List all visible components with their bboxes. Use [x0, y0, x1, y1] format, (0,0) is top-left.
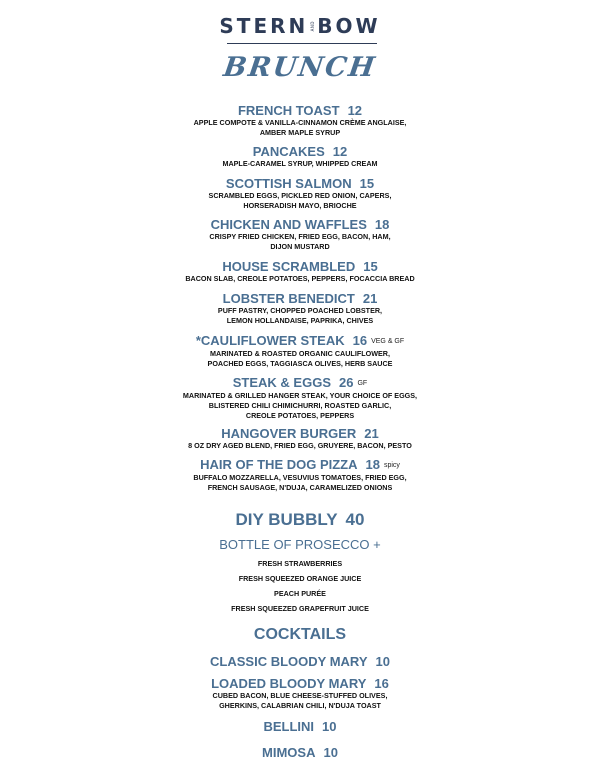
brand-right-word: BOW	[317, 14, 381, 38]
item-desc-line: MAPLE-CARAMEL SYRUP, WHIPPED CREAM	[222, 159, 378, 168]
item-diet-tag: VEG & GF	[371, 338, 405, 345]
cocktail-price: 16	[374, 676, 389, 691]
menu-item-house-scrambled	[0, 259, 600, 284]
cocktail-loaded-bloody-mary	[0, 676, 600, 711]
cocktails-heading: COCKTAILS	[253, 626, 347, 643]
item-price: 18	[365, 457, 380, 472]
bubbly-heading	[0, 510, 600, 530]
item-price: 26	[339, 375, 354, 390]
cocktail-mimosa	[0, 745, 600, 760]
item-price: 12	[347, 103, 363, 118]
item-price: 21	[362, 291, 378, 306]
item-desc-line: FRENCH SAUSAGE, N'DUJA, CARAMELIZED ONIONS	[207, 483, 393, 492]
item-desc-line: MARINATED & GRILLED HANGER STEAK, YOUR CHOICE OF EGGS,	[182, 391, 418, 400]
menu-item-steak-and-eggs	[0, 375, 600, 421]
item-desc-line: CREOLE POTATOES, PEPPERS	[245, 411, 355, 420]
item-name: CHICKEN AND WAFFLES	[210, 217, 367, 232]
item-price: 21	[364, 426, 379, 441]
item-desc-line: AMBER MAPLE SYRUP	[259, 128, 341, 137]
cocktail-classic-bloody-mary	[0, 654, 600, 669]
cocktail-desc-line: CUBED BACON, BLUE CHEESE-STUFFED OLIVES,	[212, 691, 388, 700]
item-desc-line: BLISTERED CHILI CHIMICHURRI, ROASTED GARLIC,	[208, 401, 392, 410]
bubbly-title: DIY BUBBLY	[235, 510, 338, 529]
item-name: LOBSTER BENEDICT	[222, 291, 355, 306]
cocktail-name: CLASSIC BLOODY MARY	[210, 654, 368, 669]
cocktail-name: LOADED BLOODY MARY	[211, 676, 367, 691]
bubbly-price: 40	[345, 510, 365, 529]
item-desc-line: CRISPY FRIED CHICKEN, FRIED EGG, BACON, HAM,	[209, 232, 391, 241]
item-desc-line: APPLE COMPOTE & VANILLA-CINNAMON CRÈME ANGLAISE,	[193, 118, 407, 127]
item-name: HAIR OF THE DOG PIZZA	[200, 457, 358, 472]
item-desc-line: BUFFALO MOZZARELLA, VESUVIUS TOMATOES, FRIED EGG,	[193, 473, 407, 482]
bubbly-bottle-line: BOTTLE OF PROSECCO +	[219, 537, 381, 552]
brand-logo	[0, 14, 600, 38]
menu-item-cauliflower-steak	[0, 333, 600, 369]
item-price: 12	[332, 144, 348, 159]
item-name: STEAK & EGGS	[232, 375, 332, 390]
item-name: FRENCH TOAST	[237, 103, 340, 118]
item-desc-line: LEMON HOLLANDAISE, PAPRIKA, CHIVES	[226, 316, 374, 325]
item-desc-line: DIJON MUSTARD	[270, 242, 330, 251]
bubbly-option: PEACH PURÉE	[274, 589, 326, 598]
brand-underline	[227, 43, 377, 44]
item-price: 15	[363, 259, 378, 274]
menu-item-hair-of-the-dog-pizza	[0, 457, 600, 493]
menu-item-lobster-benedict	[0, 291, 600, 326]
cocktail-bellini	[0, 719, 600, 734]
item-desc-line: SCRAMBLED EGGS, PICKLED RED ONION, CAPERS,	[208, 191, 392, 200]
item-diet-tag: GF	[357, 380, 368, 387]
bubbly-option: FRESH SQUEEZED ORANGE JUICE	[238, 574, 362, 583]
menu-item-scottish-salmon	[0, 176, 600, 211]
brand-and: AND	[310, 20, 316, 32]
item-name: HANGOVER BURGER	[221, 426, 357, 441]
item-name: HOUSE SCRAMBLED	[222, 259, 356, 274]
item-name: *CAULIFLOWER STEAK	[195, 333, 345, 348]
item-desc-line: POACHED EGGS, TAGGIASCA OLIVES, HERB SAUCE	[207, 359, 393, 368]
menu-item-chicken-and-waffles	[0, 217, 600, 252]
cocktail-price: 10	[375, 654, 390, 669]
item-desc-line: PUFF PASTRY, CHOPPED POACHED LOBSTER,	[217, 306, 383, 315]
item-desc-line: 8 OZ DRY AGED BLEND, FRIED EGG, GRUYERE, BACON, PESTO	[188, 441, 412, 450]
cocktail-name: MIMOSA	[262, 745, 316, 760]
item-spicy-tag: spicy	[383, 462, 400, 469]
menu-item-pancakes	[0, 144, 600, 169]
menu-item-hangover-burger	[0, 426, 600, 451]
item-desc-line: BACON SLAB, CREOLE POTATOES, PEPPERS, FOCACCIA BREAD	[185, 274, 415, 283]
cocktail-name: BELLINI	[263, 719, 315, 734]
menu-title: BRUNCH	[221, 52, 379, 83]
cocktail-desc-line: GHERKINS, CALABRIAN CHILI, N'DUJA TOAST	[219, 701, 381, 710]
item-name: PANCAKES	[252, 144, 325, 159]
item-desc-line: HORSERADISH MAYO, BRIOCHE	[243, 201, 357, 210]
cocktail-price: 10	[323, 745, 338, 760]
item-price: 16	[352, 333, 368, 348]
bubbly-option: FRESH STRAWBERRIES	[257, 559, 343, 568]
bubbly-option: FRESH SQUEEZED GRAPEFRUIT JUICE	[231, 604, 369, 613]
item-name: SCOTTISH SALMON	[225, 176, 352, 191]
item-desc-line: MARINATED & ROASTED ORGANIC CAULIFLOWER,	[210, 349, 390, 358]
menu-item-french-toast	[0, 103, 600, 138]
item-price: 18	[374, 217, 390, 232]
item-price: 15	[359, 176, 375, 191]
cocktail-price: 10	[322, 719, 337, 734]
brand-left-word: STERN	[219, 14, 309, 38]
